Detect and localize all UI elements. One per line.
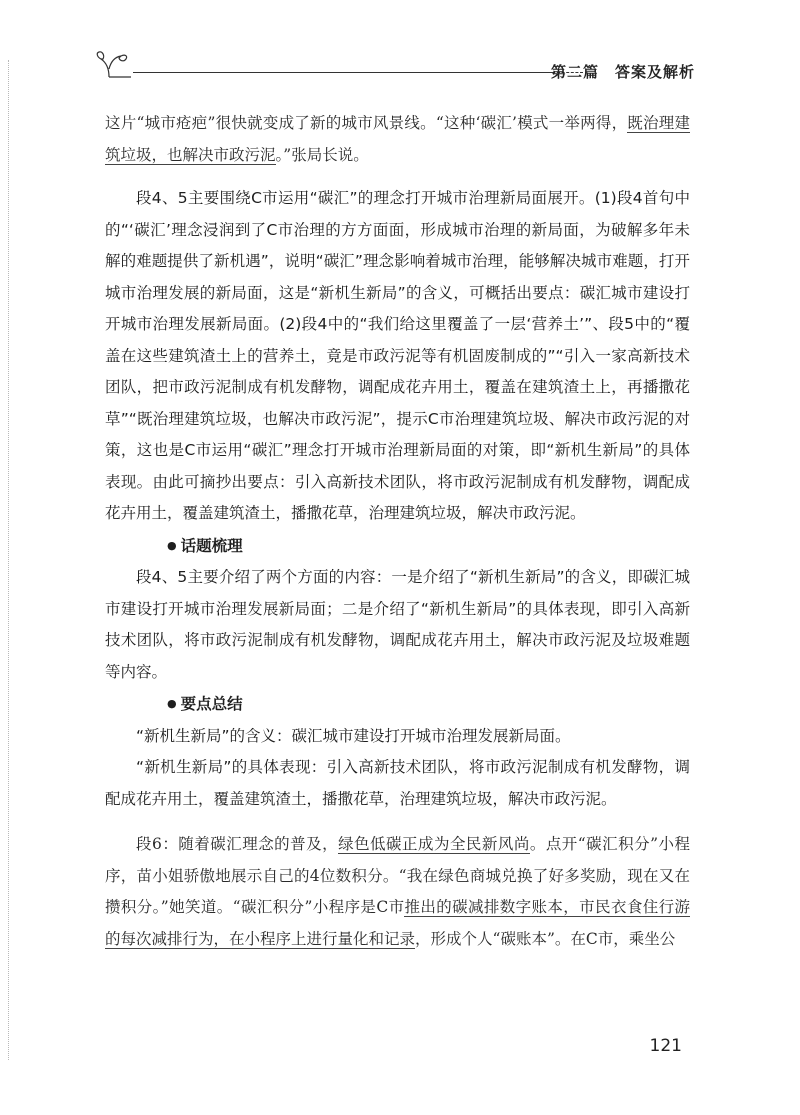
heading-topic-outline: ● 话题梳理 — [105, 530, 690, 563]
underlined-text: 推出的碳减排数字账本，市民衣食住行游的每次减排行为，在小程序上进行量化和记录 — [105, 898, 690, 948]
paragraph-analysis: 段4、5主要围绕C市运用“碳汇”的理念打开城市治理新局面展开。(1)段4首句中的“‘碳汇’理念浸润到了C市治理的方方面面，形成城市治理的新局面，为破解多年未解的难题提供了新机遇”，说明“碳汇”理念影响着城市治理，能够解决城市难题，打开城市治理发展的新局面，这是“新机生新局”的含义，可概括出要点：碳汇城市建设打开城市治理发展新局面。(2)段4中的“我们给这里覆盖了一层‘营养土’”、段5中的“覆盖在这些建筑渣土上的营养土，竟是市政污泥等有机固废制成的”“引入一家高新技术团队，把市政污泥制成有机发酵物，调配成花卉用土，覆盖在建筑渣土上，再播撒花草”“既治理建筑垃圾，也解决市政污泥”，提示C市治理建筑垃圾、解决市政污泥的对策，这也是C市运用“碳汇”理念打开城市治理新局面的对策，即“新机生新局”的具体表现。由此可摘抄出要点：引入高新技术团队，将市政污泥制成有机发酵物，调配成花卉用土，覆盖建筑渣土，播撒花草，治理建筑垃圾，解决市政污泥。 — [105, 189, 690, 522]
binding-margin-marks — [8, 60, 10, 1060]
bullet-icon: ● — [167, 697, 177, 710]
paragraph-source-quote-1: 这片“城市疮疤”很快就变成了新的城市风景线。“这种‘碳汇’模式一举两得，既治理建筑垃圾，也解决市政污泥。”张局长说。 — [105, 114, 690, 164]
bullet-icon: ● — [167, 538, 177, 552]
paragraph-topic-outline: 段4、5主要介绍了两个方面的内容：一是介绍了“新机生新局”的含义，即碳汇城市建设打开城市治理发展新局面；二是介绍了“新机生新局”的具体表现，即引入高新技术团队，将市政污泥制成有机发酵物，调配成花卉用土，解决市政污泥及垃圾难题等内容。 — [105, 568, 690, 681]
page-header — [95, 45, 695, 85]
section-title: 第二篇 答案及解析 — [550, 63, 695, 81]
main-content — [105, 108, 690, 955]
underlined-text: 绿色低碳正成为全民新风尚 — [338, 835, 530, 853]
paragraph-source-quote-2: 段6：随着碳汇理念的普及，绿色低碳正成为全民新风尚。点开“碳汇积分”小程序，苗小姐骄傲地展示自己的4位数积分。“我在绿色商城兑换了好多奖励，现在又在攒积分。”她笑道。“碳汇积分”小程序是C市推出的碳减排数字账本，市民衣食住行游的每次减排行为，在小程序上进行量化和记录，形成个人“碳账本”。在C市，乘坐公 — [105, 835, 690, 948]
heading-key-points: ● 要点总结 — [105, 688, 690, 721]
sprout-icon — [95, 49, 131, 79]
paragraph-key-point-manifestation: “新机生新局”的具体表现：引入高新技术团队，将市政污泥制成有机发酵物，调配成花卉用土，覆盖建筑渣土，播撒花草，治理建筑垃圾，解决市政污泥。 — [105, 758, 690, 808]
underlined-text: 既治理建筑垃圾，也解决市政污泥 — [105, 114, 690, 164]
header-rule — [133, 72, 555, 73]
paragraph-key-point-meaning: “新机生新局”的含义：碳汇城市建设打开城市治理发展新局面。 — [136, 726, 571, 745]
page-number: 121 — [649, 1036, 682, 1056]
